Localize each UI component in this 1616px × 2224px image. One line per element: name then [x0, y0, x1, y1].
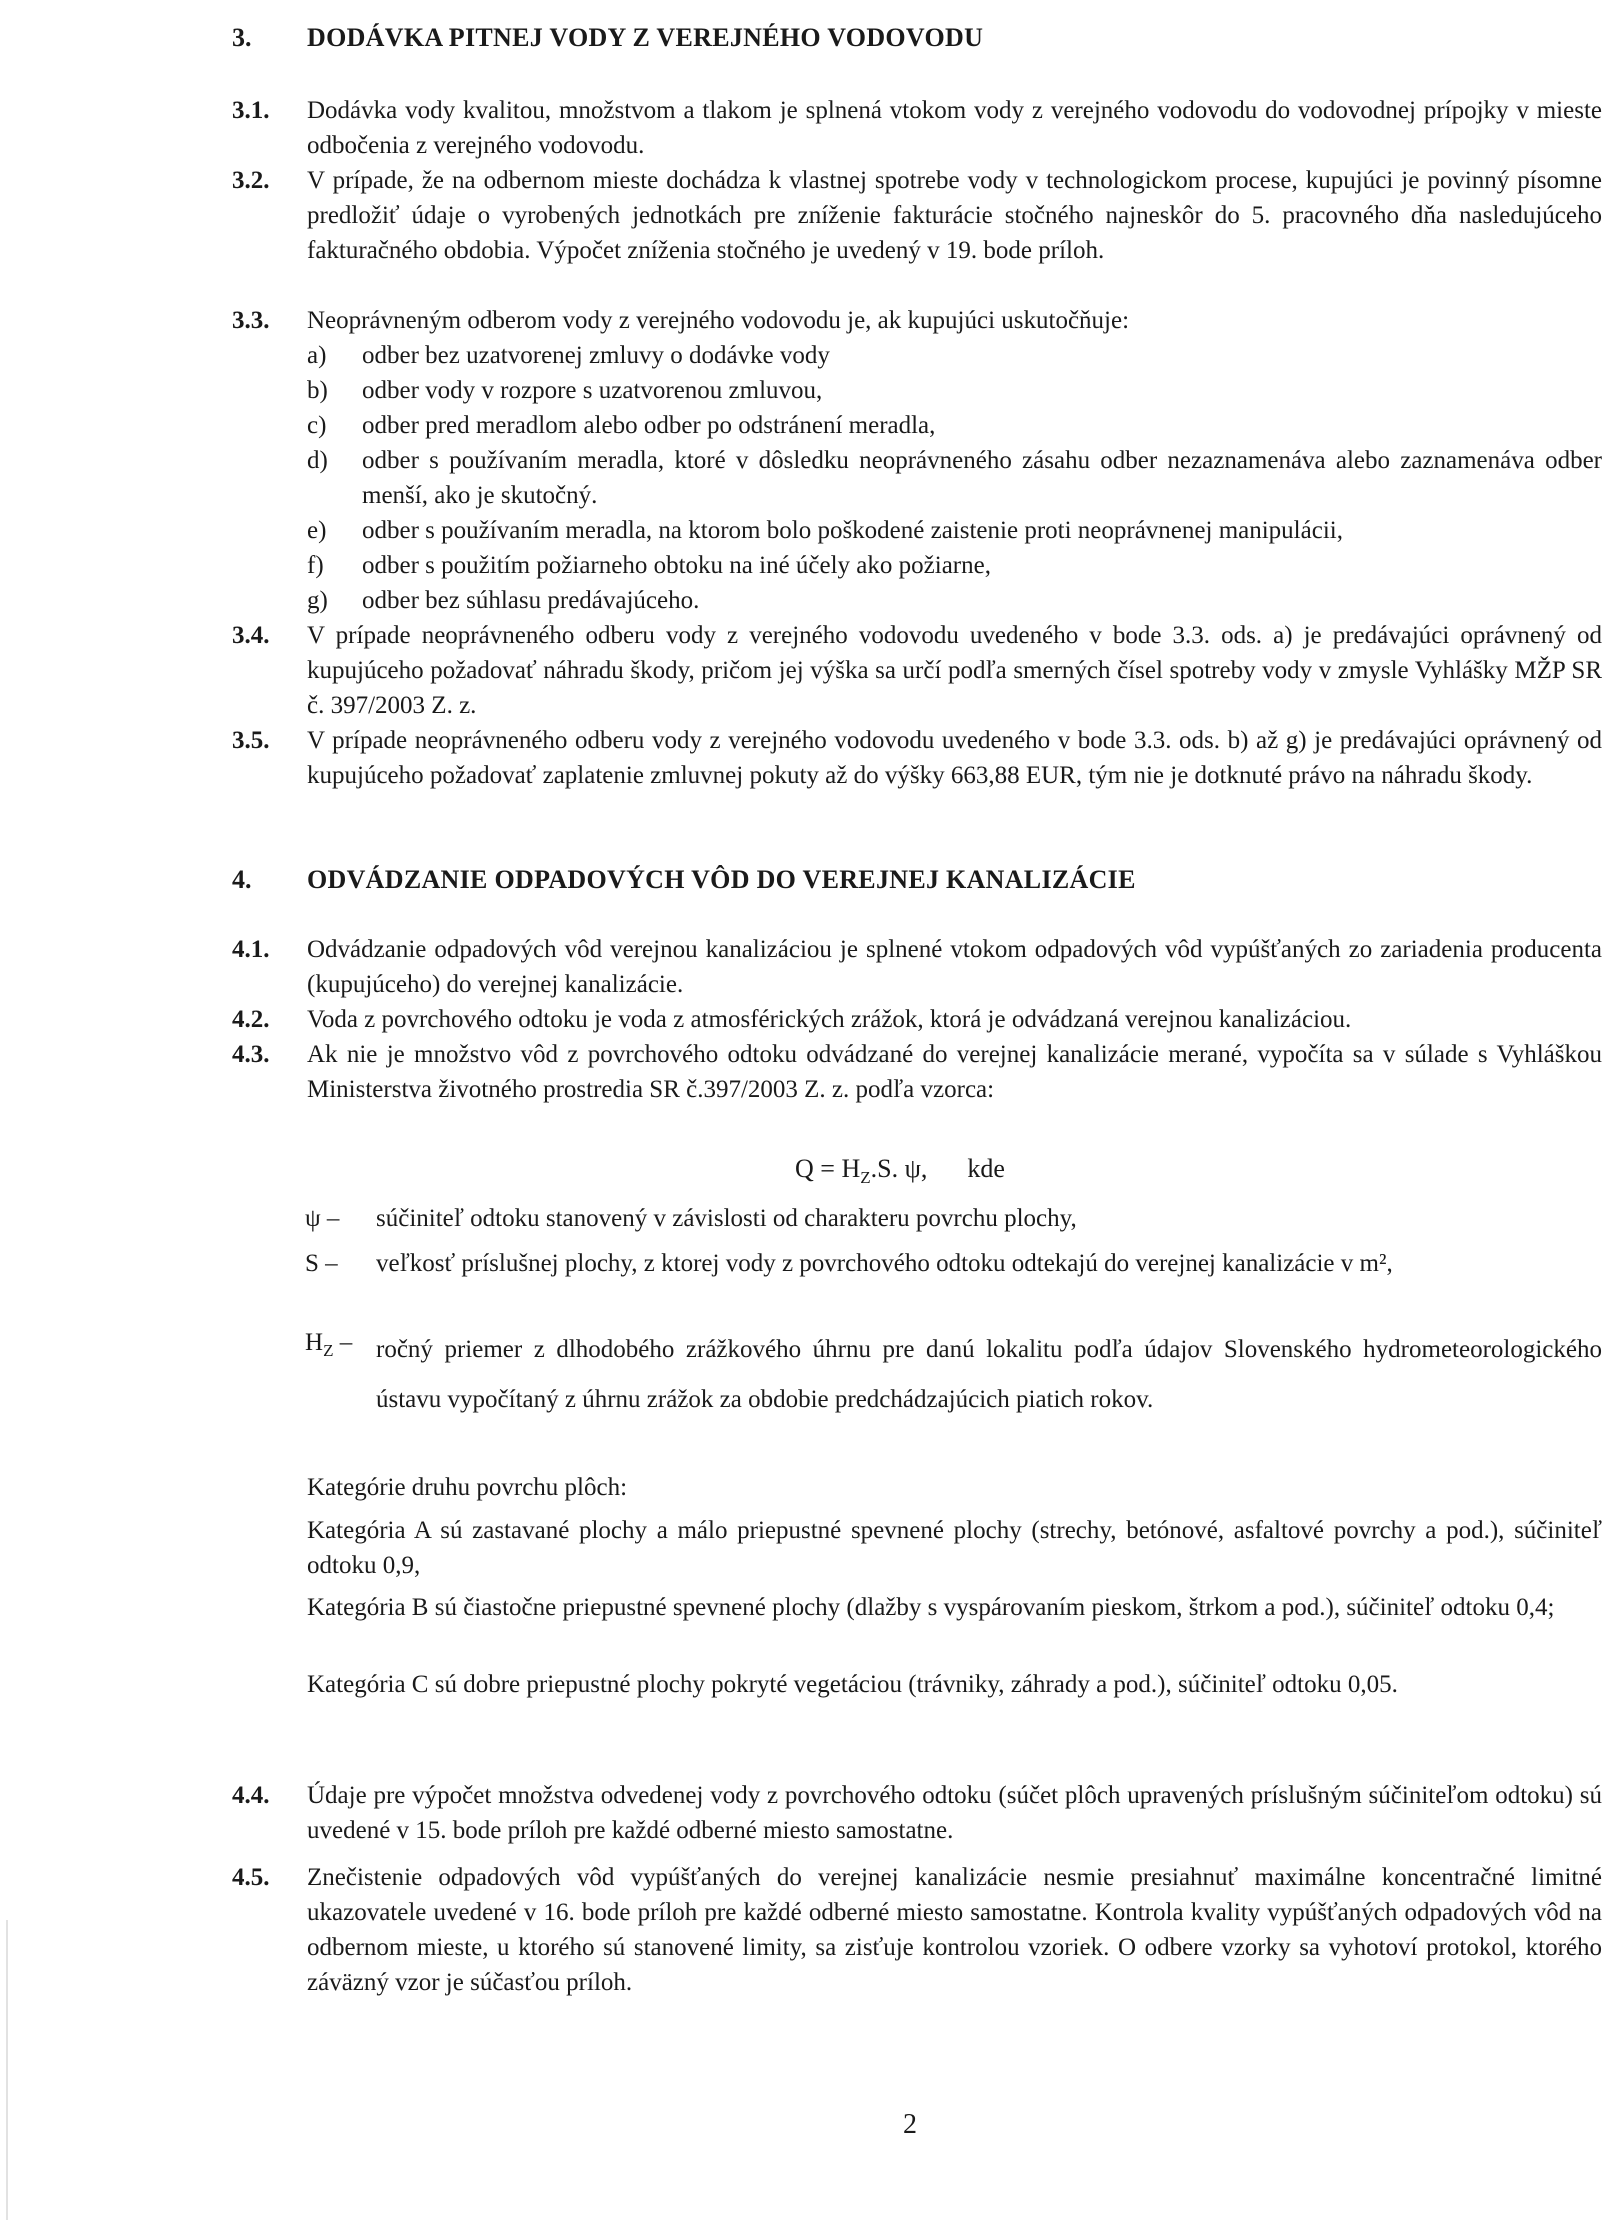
para-4-2-number: 4.2. [232, 1006, 270, 1033]
list-item-label: g) [307, 587, 328, 614]
list-item-text: odber s používaním meradla, ktoré v dôsledku neoprávneného zásahu odber nezaznamenáva alebo zaznamenáva odber menší, ako je skutočný. [362, 447, 1602, 509]
para-3-2-number: 3.2. [232, 167, 270, 194]
para-4-1-number: 4.1. [232, 936, 270, 963]
para-4-2-text: Voda z povrchového odtoku je voda z atmosférických zrážok, ktorá je odvádzaná verejnou kanalizáciou. [307, 1006, 1352, 1033]
para-3-1-number: 3.1. [232, 97, 270, 124]
para-3-5-number: 3.5. [232, 727, 270, 754]
para-4-5-number: 4.5. [232, 1864, 270, 1891]
section-3-title: DODÁVKA PITNEJ VODY Z VEREJNÉHO VODOVODU [307, 23, 984, 52]
para-4-1-text: Odvádzanie odpadových vôd verejnou kanalizáciou je splnené vtokom odpadových vôd vypúšťaných zo zariadenia producenta (kupujúceho) do verejnej kanalizácie. [307, 936, 1602, 998]
runoff-formula [795, 1151, 1005, 1195]
list-item-text: odber vody v rozpore s uzatvorenou zmluvou, [362, 377, 823, 404]
scan-edge-line [6, 1920, 8, 2220]
section-4-title: ODVÁDZANIE ODPADOVÝCH VÔD DO VEREJNEJ KANALIZÁCIE [307, 865, 1136, 894]
list-item-text: odber bez súhlasu predávajúceho. [362, 587, 700, 614]
para-3-5-text: V prípade neoprávneného odberu vody z verejného vodovodu uvedeného v bode 3.3. ods. b) až g) je predávajúci oprávnený od kupujúceho požadovať zaplatenie zmluvnej pokuty až do výšky 663,88 EUR, tým nie je dotknuté právo na náhradu škody. [307, 727, 1602, 789]
list-item-label: f) [307, 552, 324, 579]
category-b: Kategória B sú čiastočne priepustné spevnené plochy (dlažby s vyspárovaním pieskom, štrkom a pod.), súčiniteľ odtoku 0,4; [307, 1594, 1555, 1621]
definition-symbol: S – [305, 1250, 338, 1277]
definition-text: veľkosť príslušnej plochy, z ktorej vody z povrchového odtoku odtekajú do verejnej kanalizácie v m², [376, 1250, 1393, 1277]
para-4-4-number: 4.4. [232, 1782, 270, 1809]
list-item-label: b) [307, 377, 328, 404]
para-4-5-text: Znečistenie odpadových vôd vypúšťaných do verejnej kanalizácie nesmie presiahnuť maximálne koncentračné limitné ukazovatele uvedené v 16. bode príloh pre každé odberné miesto samostatne. Kontrola kvality vypúšťaných odpadových vôd na odbernom mieste, u ktorého sú stanovené limity, sa zisťuje kontrolou vzoriek. O odbere vzorky sa vyhotoví protokol, ktorého záväzný vzor je súčasťou príloh. [307, 1864, 1602, 1996]
section-4-number: 4. [232, 865, 252, 894]
list-item-text: odber s použitím požiarneho obtoku na iné účely ako požiarne, [362, 552, 991, 579]
definition-text: ročný priemer z dlhodobého zrážkového úhrnu pre danú lokalitu podľa údajov Slovenského hydrometeorologického ústavu vypočítaný z úhrnu zrážok za obdobie predchádzajúcich piatich rokov. [376, 1336, 1602, 1413]
list-item-label: a) [307, 342, 327, 369]
category-c: Kategória C sú dobre priepustné plochy pokryté vegetáciou (trávniky, záhrady a pod.), súčiniteľ odtoku 0,05. [307, 1671, 1398, 1698]
para-4-3-text: Ak nie je množstvo vôd z povrchového odtoku odvádzané do verejnej kanalizácie merané, vypočíta sa v súlade s Vyhláškou Ministerstva životného prostredia SR č.397/2003 Z. z. podľa vzorca: [307, 1041, 1602, 1103]
categories-title: Kategórie druhu povrchu plôch: [307, 1474, 628, 1501]
definition-symbol-base: H [305, 1329, 324, 1356]
para-3-3-text: Neoprávneným odberom vody z verejného vodovodu je, ak kupujúci uskutočňuje: [307, 307, 1130, 334]
section-3-number: 3. [232, 23, 252, 52]
definition-symbol-subscript: Z [323, 1341, 334, 1360]
definition-symbol [305, 1325, 375, 1368]
list-item-text: odber bez uzatvorenej zmluvy o dodávke vody [362, 342, 830, 369]
para-4-3-number: 4.3. [232, 1041, 270, 1068]
list-item-text: odber s používaním meradla, na ktorom bolo poškodené zaistenie proti neoprávnenej manipulácii, [362, 517, 1343, 544]
para-3-2-text: V prípade, že na odbernom mieste dochádza k vlastnej spotrebe vody v technologickom procese, kupujúci je povinný písomne predložiť údaje o vyrobených jednotkách pre zníženie fakturácie stočného najneskôr do 5. pracovného dňa nasledujúceho fakturačného obdobia. Výpočet zníženia stočného je uvedený v 19. bode príloh. [307, 167, 1602, 264]
definition-symbol: ψ – [305, 1205, 340, 1232]
list-item-label: e) [307, 517, 327, 544]
para-3-3-number: 3.3. [232, 307, 270, 334]
list-item-label: d) [307, 447, 328, 474]
page-number: 2 [903, 2109, 917, 2140]
formula-subscript: Z [860, 1168, 871, 1188]
para-4-4-text: Údaje pre výpočet množstva odvedenej vody z povrchového odtoku (súčet plôch upravených príslušným súčiniteľom odtoku) sú uvedené v 15. bode príloh pre každé odberné miesto samostatne. [307, 1782, 1602, 1844]
formula-rhs: .S. ψ, [870, 1154, 928, 1183]
para-3-4-text: V prípade neoprávneného odberu vody z verejného vodovodu uvedeného v bode 3.3. ods. a) je predávajúci oprávnený od kupujúceho požadovať náhradu škody, pričom jej výška sa určí podľa smerných čísel spotreby vody v zmysle Vyhlášky MŽP SR č. 397/2003 Z. z. [307, 622, 1602, 719]
definition-symbol-dash: – [333, 1329, 353, 1356]
list-item-label: c) [307, 412, 327, 439]
definition-text: súčiniteľ odtoku stanovený v závislosti od charakteru povrchu plochy, [376, 1205, 1077, 1232]
formula-lhs: Q = H [795, 1154, 861, 1183]
formula-kde: kde [967, 1154, 1005, 1183]
para-3-1-text: Dodávka vody kvalitou, množstvom a tlakom je splnená vtokom vody z verejného vodovodu do vodovodnej prípojky v mieste odbočenia z verejného vodovodu. [307, 97, 1602, 159]
list-item-text: odber pred meradlom alebo odber po odstránení meradla, [362, 412, 936, 439]
para-3-4-number: 3.4. [232, 622, 270, 649]
category-a: Kategória A sú zastavané plochy a málo priepustné spevnené plochy (strechy, betónové, asfaltové povrchy a pod.), súčiniteľ odtoku 0,9, [307, 1517, 1602, 1579]
